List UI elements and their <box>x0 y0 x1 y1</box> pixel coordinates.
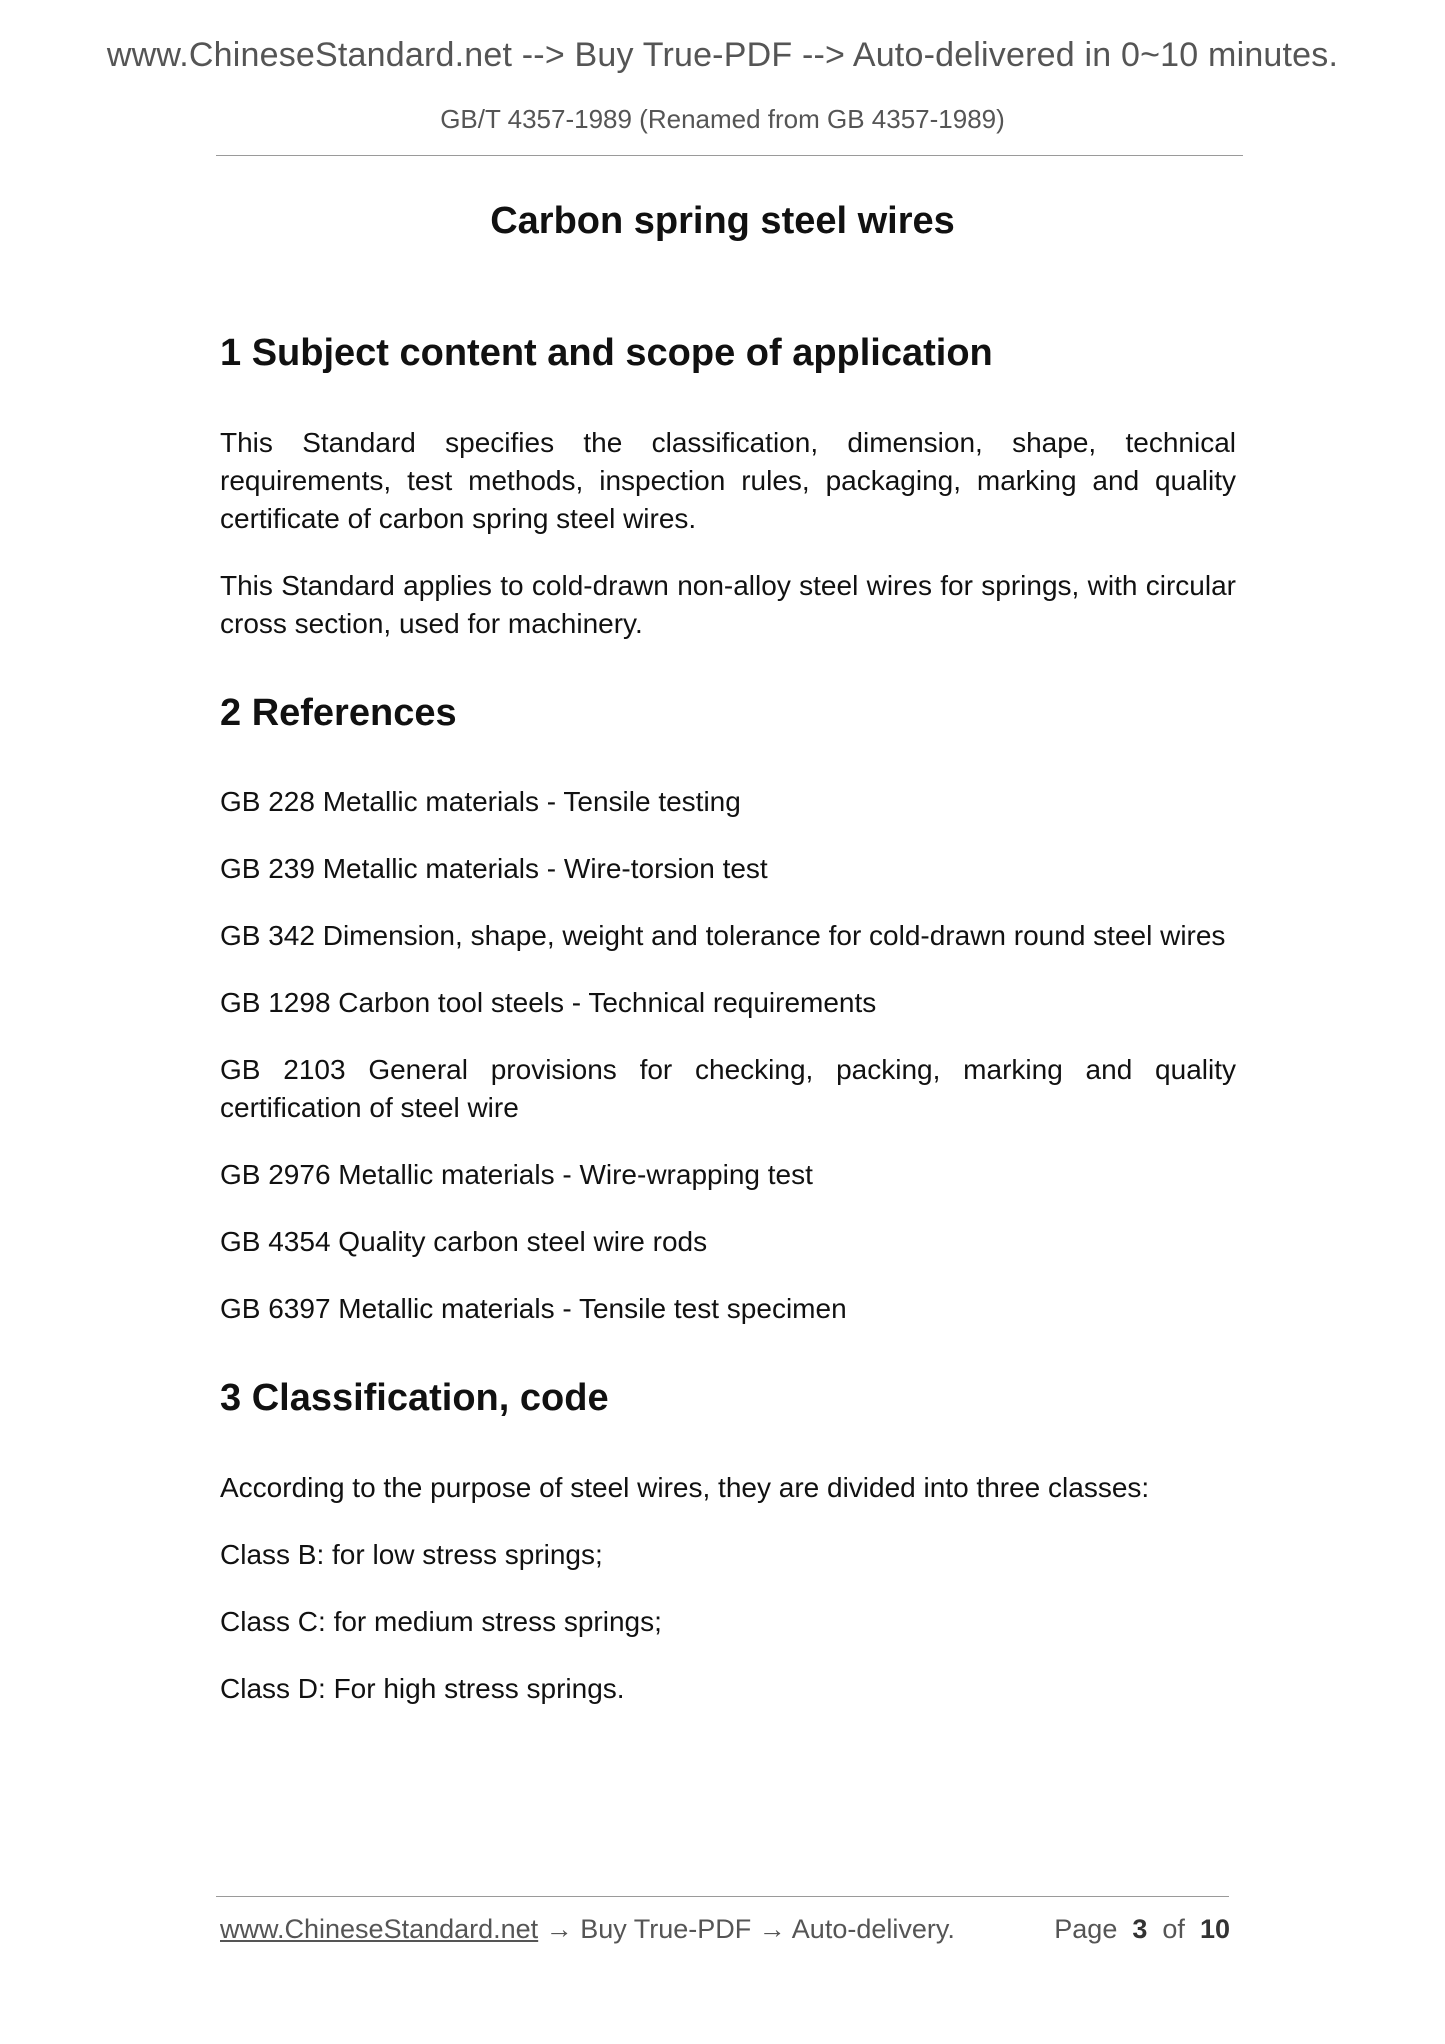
document-identifier: GB/T 4357-1989 (Renamed from GB 4357-1989) <box>440 104 1005 134</box>
class-item: Class D: For high stress springs. <box>220 1672 625 1704</box>
paragraph: This Standard applies to cold-drawn non-alloy steel wires for springs, with circular cross section, used for machinery. <box>220 569 1236 639</box>
document-body <box>220 330 1236 1737</box>
page-number: 3 <box>1132 1914 1148 1944</box>
reference-item: GB 4354 Quality carbon steel wire rods <box>220 1226 708 1257</box>
class-item: Class B: for low stress springs; <box>220 1538 603 1570</box>
paragraph: This Standard specifies the classification, dimension, shape, technical requirements, test methods, inspection rules, packaging, marking and quality certificate of carbon spring steel wires. <box>220 426 1236 534</box>
reference-item: GB 2103 General provisions for checking, packing, marking and quality certification of steel wire <box>220 1054 1236 1123</box>
top-banner: www.ChineseStandard.net --> Buy True-PDF --> Auto-delivered in 0~10 minutes. <box>106 36 1339 74</box>
section-heading: 3 Classification, code <box>220 1377 609 1419</box>
section-heading: 2 References <box>220 691 457 734</box>
class-item: Class C: for medium stress springs; <box>220 1605 662 1637</box>
delivery-text: Auto-delivery. <box>791 1914 955 1944</box>
header-divider <box>216 155 1243 156</box>
page-label: Page <box>1054 1914 1118 1944</box>
buy-text: Buy True-PDF <box>580 1914 752 1944</box>
page-total: 10 <box>1199 1914 1230 1944</box>
arrow-right-icon: → <box>758 1914 786 1944</box>
reference-item: GB 239 Metallic materials - Wire-torsion test <box>220 853 768 884</box>
section-references <box>220 690 1236 1329</box>
footer-divider <box>216 1896 1229 1897</box>
footer-links <box>220 1914 955 1945</box>
document-title: Carbon spring steel wires <box>490 200 955 242</box>
of-label: of <box>1162 1914 1185 1944</box>
reference-item: GB 2976 Metallic materials - Wire-wrapping test <box>220 1159 813 1190</box>
reference-item: GB 1298 Carbon tool steels - Technical requirements <box>220 987 877 1018</box>
reference-item: GB 6397 Metallic materials - Tensile test specimen <box>220 1293 847 1324</box>
reference-item: GB 342 Dimension, shape, weight and tolerance for cold-drawn round steel wires <box>220 920 1226 951</box>
section-scope <box>220 330 1236 643</box>
paragraph: According to the purpose of steel wires, they are divided into three classes: <box>220 1471 1150 1503</box>
website-link[interactable]: www.ChineseStandard.net <box>220 1914 539 1944</box>
arrow-right-icon: → <box>545 1914 573 1944</box>
section-heading: 1 Subject content and scope of application <box>220 332 993 374</box>
page-indicator <box>1054 1914 1230 1945</box>
reference-item: GB 228 Metallic materials - Tensile testing <box>220 786 741 817</box>
section-classification <box>220 1375 1236 1708</box>
